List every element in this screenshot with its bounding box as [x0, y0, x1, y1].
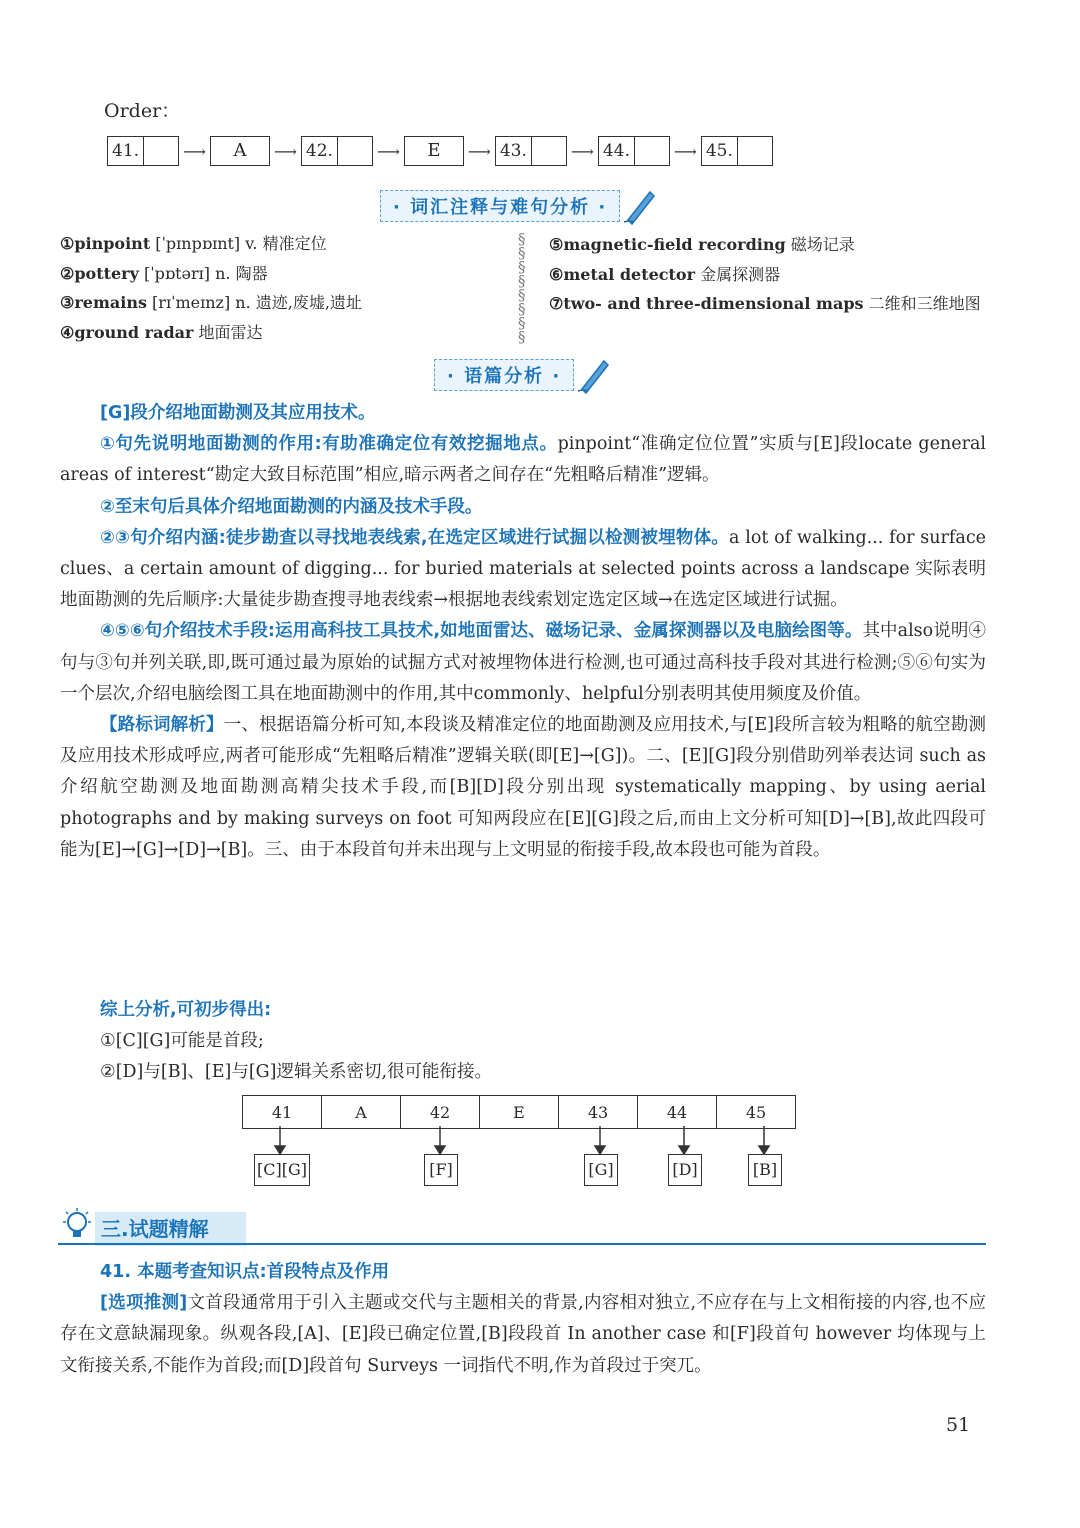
pen-icon: [574, 355, 614, 395]
order-slot-45: 45.: [701, 136, 773, 166]
position-cell: 41: [243, 1096, 322, 1129]
order-slot-44: 44.: [598, 136, 670, 166]
order-slot-41: 41.: [107, 136, 179, 166]
order-label: Order：: [104, 100, 181, 122]
order-slot-42: 42.: [301, 136, 373, 166]
arrow-icon: ⟶: [376, 141, 400, 161]
vocab-list-left: [60, 229, 362, 347]
candidate-box: [G]: [584, 1154, 618, 1186]
arrow-icon: ⟶: [183, 141, 206, 161]
candidate-box: [C][G]: [254, 1154, 310, 1186]
part3-title: 三.试题精解: [95, 1212, 246, 1246]
arrow-icon: ⟶: [673, 141, 697, 161]
order-chain: [107, 135, 773, 167]
summary-head: 综上分析,可初步得出:: [100, 1000, 272, 1020]
analysis-p1: [G]段介绍地面勘测及其应用技术。: [100, 403, 376, 423]
pen-icon: [620, 186, 660, 226]
vocab-item: ②pottery [ˈpɒtərɪ] n. 陶器: [60, 263, 268, 283]
analysis-p5: ④⑤⑥句介绍技术手段:运用高科技工具技术,如地面雷达、磁场记录、金属探测器以及电脑绘图等。其中also说明④句与③句并列关联,即,既可通过最为原始的试掘方式对被埋物体进行检测,也可通过高科技手段对其进行检测;⑤⑥句实为一个层次,介绍电脑绘图工具在地面勘测中的作用,其中commonly、helpful分别表明其使用频度及价值。: [60, 621, 986, 704]
part3-divider: [58, 1243, 986, 1245]
squiggle-divider: § § § § § § § §: [518, 230, 526, 346]
position-cell: 43: [559, 1096, 638, 1129]
text-section-title: · 语篇分析 ·: [434, 359, 574, 391]
summary-line-1: ①[C][G]可能是首段;: [100, 1031, 264, 1052]
lightbulb-icon: [60, 1208, 94, 1244]
summary-block: [100, 995, 980, 1089]
position-table: [242, 1095, 796, 1129]
vocab-item: ①pinpoint [ˈpɪnpɒɪnt] v. 精准定位: [60, 234, 327, 253]
question-analysis: [选项推测]文首段通常用于引入主题或交代与主题相关的背景,内容相对独立,不应存在与上文相衔接的内容,也不应存在文意缺漏现象。纵观各段,[A]、[E]段已确定位置,[B]段段首 In another case 和[F]段首句 however 均体现与上文衔接关系,不能作为首段;而[D]段首句 Surveys 一词指代不明,作为首段过于突兀。: [60, 1293, 986, 1376]
candidate-box: [F]: [424, 1154, 458, 1186]
vocab-item: ⑤magnetic-field recording 磁场记录: [549, 235, 855, 254]
position-cell: 44: [638, 1096, 717, 1129]
order-fixed-e: E: [404, 136, 464, 166]
analysis-p2: ①句先说明地面勘测的作用:有助准确定位有效挖掘地点。pinpoint“准确定位位置”实质与[E]段locate general areas of interest“勘定大致目标范围”相应,暗示两者之间存在“先粗略后精准”逻辑。: [60, 434, 986, 486]
arrow-icon: ⟶: [467, 141, 491, 161]
vocab-item: ④ground radar 地面雷达: [60, 322, 263, 342]
analysis-p6: 【路标词解析】一、根据语篇分析可知,本段谈及精准定位的地面勘测及应用技术,与[E]段所言较为粗略的航空勘测及应用技术形成呼应,两者可能形成“先粗略后精准”逻辑关联(即[E]→[G])。二、[E][G]段分别借助列举表达词 such as 介绍航空勘测及地面勘测高精尖技术手段,而[B][D]段分别出现 systematically mapping、by using aerial photographs and by making surveys on foot 可知两段应在[E][G]段之后,而由上文分析可知[D]→[B],故此四段可能为[E]→[G]→[D]→[B]。三、由于本段首句并未出现与上文明显的衔接手段,故本段也可能为首段。: [60, 715, 986, 860]
arrow-icon: ⟶: [570, 141, 594, 161]
vocab-item: ③remains [rɪˈmeɪnz] n. 遗迹,废墟,遗址: [60, 293, 362, 312]
diagram-arrows: [0, 1126, 1080, 1156]
candidate-box: [D]: [668, 1154, 702, 1186]
analysis-p4: ②③句介绍内涵:徒步勘查以寻找地表线索,在选定区域进行试掘以检测被埋物体。a lot of walking... for surface clues、a certain amount of digging... for buried materials at selected points across a landscape 实际表明地面勘测的先后顺序:大量徒步勘查搜寻地表线索→根据地表线索划定选定区域→在选定区域进行试掘。: [60, 527, 986, 611]
order-fixed-a: A: [210, 136, 270, 166]
position-cell: A: [322, 1096, 401, 1129]
part3-body: [60, 1257, 986, 1382]
question-head: 41. 本题考查知识点:首段特点及作用: [100, 1262, 390, 1282]
analysis-p3: ②至末句后具体介绍地面勘测的内涵及技术手段。: [100, 496, 483, 517]
order-slot-43: 43.: [495, 136, 567, 166]
position-cell: 42: [401, 1096, 480, 1129]
vocab-list-right: [549, 230, 981, 319]
position-cell: E: [480, 1096, 559, 1129]
candidate-box: [B]: [748, 1154, 782, 1186]
vocab-item: ⑥metal detector 金属探测器: [549, 264, 781, 284]
vocab-item: ⑦two- and three-dimensional maps 二维和三维地图: [549, 294, 981, 313]
summary-line-2: ②[D]与[B]、[E]与[G]逻辑关系密切,很可能衔接。: [100, 1062, 493, 1083]
page-number: 51: [946, 1414, 971, 1436]
analysis-body: [60, 398, 986, 866]
position-cell: 45: [717, 1096, 796, 1129]
vocab-section-title: · 词汇注释与难句分析 ·: [380, 190, 620, 222]
arrow-icon: ⟶: [273, 141, 297, 161]
